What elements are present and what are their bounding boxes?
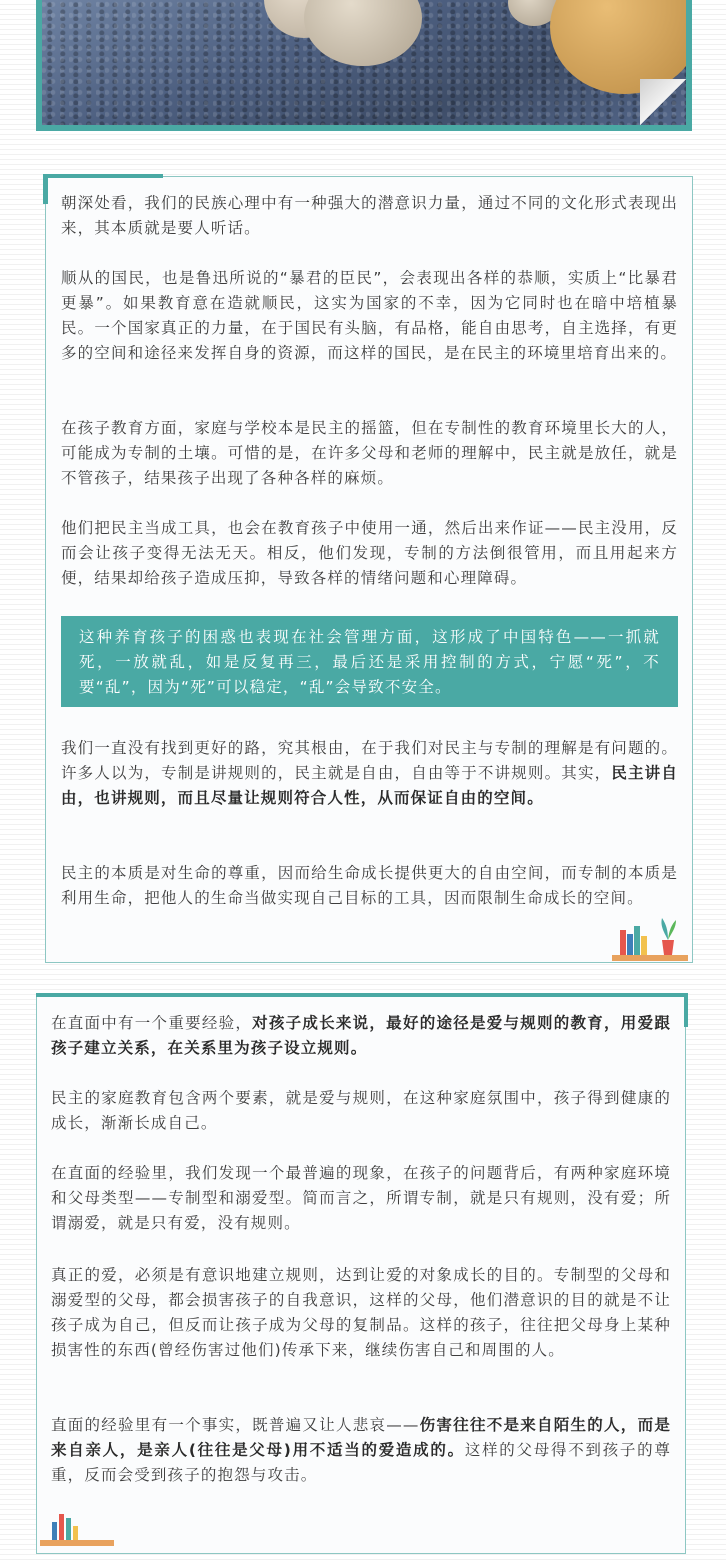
bold-emphasis: 伤害往往不是来自陌生的人，而是来自亲人，是亲人(往往是父母)用不适当的爱造成的。 <box>51 1416 671 1459</box>
paragraph: 民主的本质是对生命的尊重，因而给生命成长提供更大的自由空间，而专制的本质是利用生命，把他人的生命当做实现自己目标的工具，因而限制生命成长的空间。 <box>61 864 678 907</box>
header-photo-frame <box>36 0 692 131</box>
paragraph: 我们一直没有找到更好的路，究其根由，在于我们对民主与专制的理解是有问题的。许多人以为，专制是讲规则的，民主就是自由，自由等于不讲规则。其实，民主讲自由，也讲规则，而且尽量让规则符合人性，从而保证自由的空间。 <box>61 739 678 807</box>
paragraph: 在直面中有一个重要经验，对孩子成长来说，最好的途径是爱与规则的教育，用爱跟孩子建立关系，在关系里为孩子设立规则。 <box>51 1014 671 1057</box>
paragraph: 朝深处看，我们的民族心理中有一种强大的潜意识力量，通过不同的文化形式表现出来，其本质就是要人听话。 <box>61 194 678 237</box>
highlight-quote-text: 这种养育孩子的困惑也表现在社会管理方面，这形成了中国特色——一抓就死，一放就乱，如是反复再三，最后还是采用控制的方式，宁愿“死”，不要“乱”，因为“死”可以稳定，“乱”会导致不安全。 <box>79 628 660 696</box>
paragraph: 在直面的经验里，我们发现一个最普遍的现象，在孩子的问题背后，有两种家庭环境和父母类型——专制型和溺爱型。简而言之，所谓专制，就是只有规则，没有爱；所谓溺爱，就是只有爱，没有规则。 <box>51 1164 671 1232</box>
books-and-plant-icon <box>610 912 690 964</box>
highlight-quote-box <box>61 616 678 707</box>
pebble <box>304 0 422 66</box>
accent-bar <box>36 993 686 997</box>
paragraph: 他们把民主当成工具，也会在教育孩子中使用一通，然后出来作证——民主没用，反而会让孩子变得无法无天。相反，他们发现，专制的方法倒很管用，而且用起来方便，结果却给孩子造成压抑，导致各样的情绪问题和心理障碍。 <box>61 519 678 587</box>
bold-emphasis: 对孩子成长来说，最好的途径是爱与规则的教育，用爱跟孩子建立关系，在关系里为孩子设立规则。 <box>51 1014 671 1057</box>
paragraph: 在孩子教育方面，家庭与学校本是民主的摇篮，但在专制性的教育环境里长大的人，可能成为专制的土壤。可惜的是，在许多父母和老师的理解中，民主就是放任，就是不管孩子，结果孩子出现了各种各样的麻烦。 <box>61 419 678 487</box>
page-curl-icon <box>640 79 686 125</box>
bold-emphasis: 民主讲自由，也讲规则，而且尽量让规则符合人性，从而保证自由的空间。 <box>61 764 678 807</box>
accent-bar <box>684 993 688 1027</box>
paragraph: 民主的家庭教育包含两个要素，就是爱与规则，在这种家庭氛围中，孩子得到健康的成长，渐渐长成自己。 <box>51 1089 671 1132</box>
paragraph: 直面的经验里有一个事实，既普遍又让人悲哀——伤害往往不是来自陌生的人，而是来自亲人，是亲人(往往是父母)用不适当的爱造成的。这样的父母得不到孩子的尊重，反而会受到孩子的抱怨与攻击。 <box>51 1416 671 1484</box>
books-icon <box>40 1506 116 1550</box>
pebbles-photo <box>42 0 686 125</box>
paragraph: 顺从的国民，也是鲁迅所说的“暴君的臣民”，会表现出各样的恭顺，实质上“比暴君更暴”。如果教育意在造就顺民，这实为国家的不幸，因为它同时也在暗中培植暴民。一个国家真正的力量，在于国民有头脑，有品格，能自由思考，自主选择，有更多的空间和途径来发挥自身的资源，而这样的国民，是在民主的环境里培育出来的。 <box>61 269 678 362</box>
paragraph: 真正的爱，必须是有意识地建立规则，达到让爱的对象成长的目的。专制型的父母和溺爱型的父母，都会损害孩子的自我意识，这样的父母，他们潜意识的目的就是不让孩子成为自己，但反而让孩子成为父母的复制品。这样的孩子，往往把父母身上某种损害性的东西(曾经伤害过他们)传承下来，继续伤害自己和周围的人。 <box>51 1266 671 1359</box>
